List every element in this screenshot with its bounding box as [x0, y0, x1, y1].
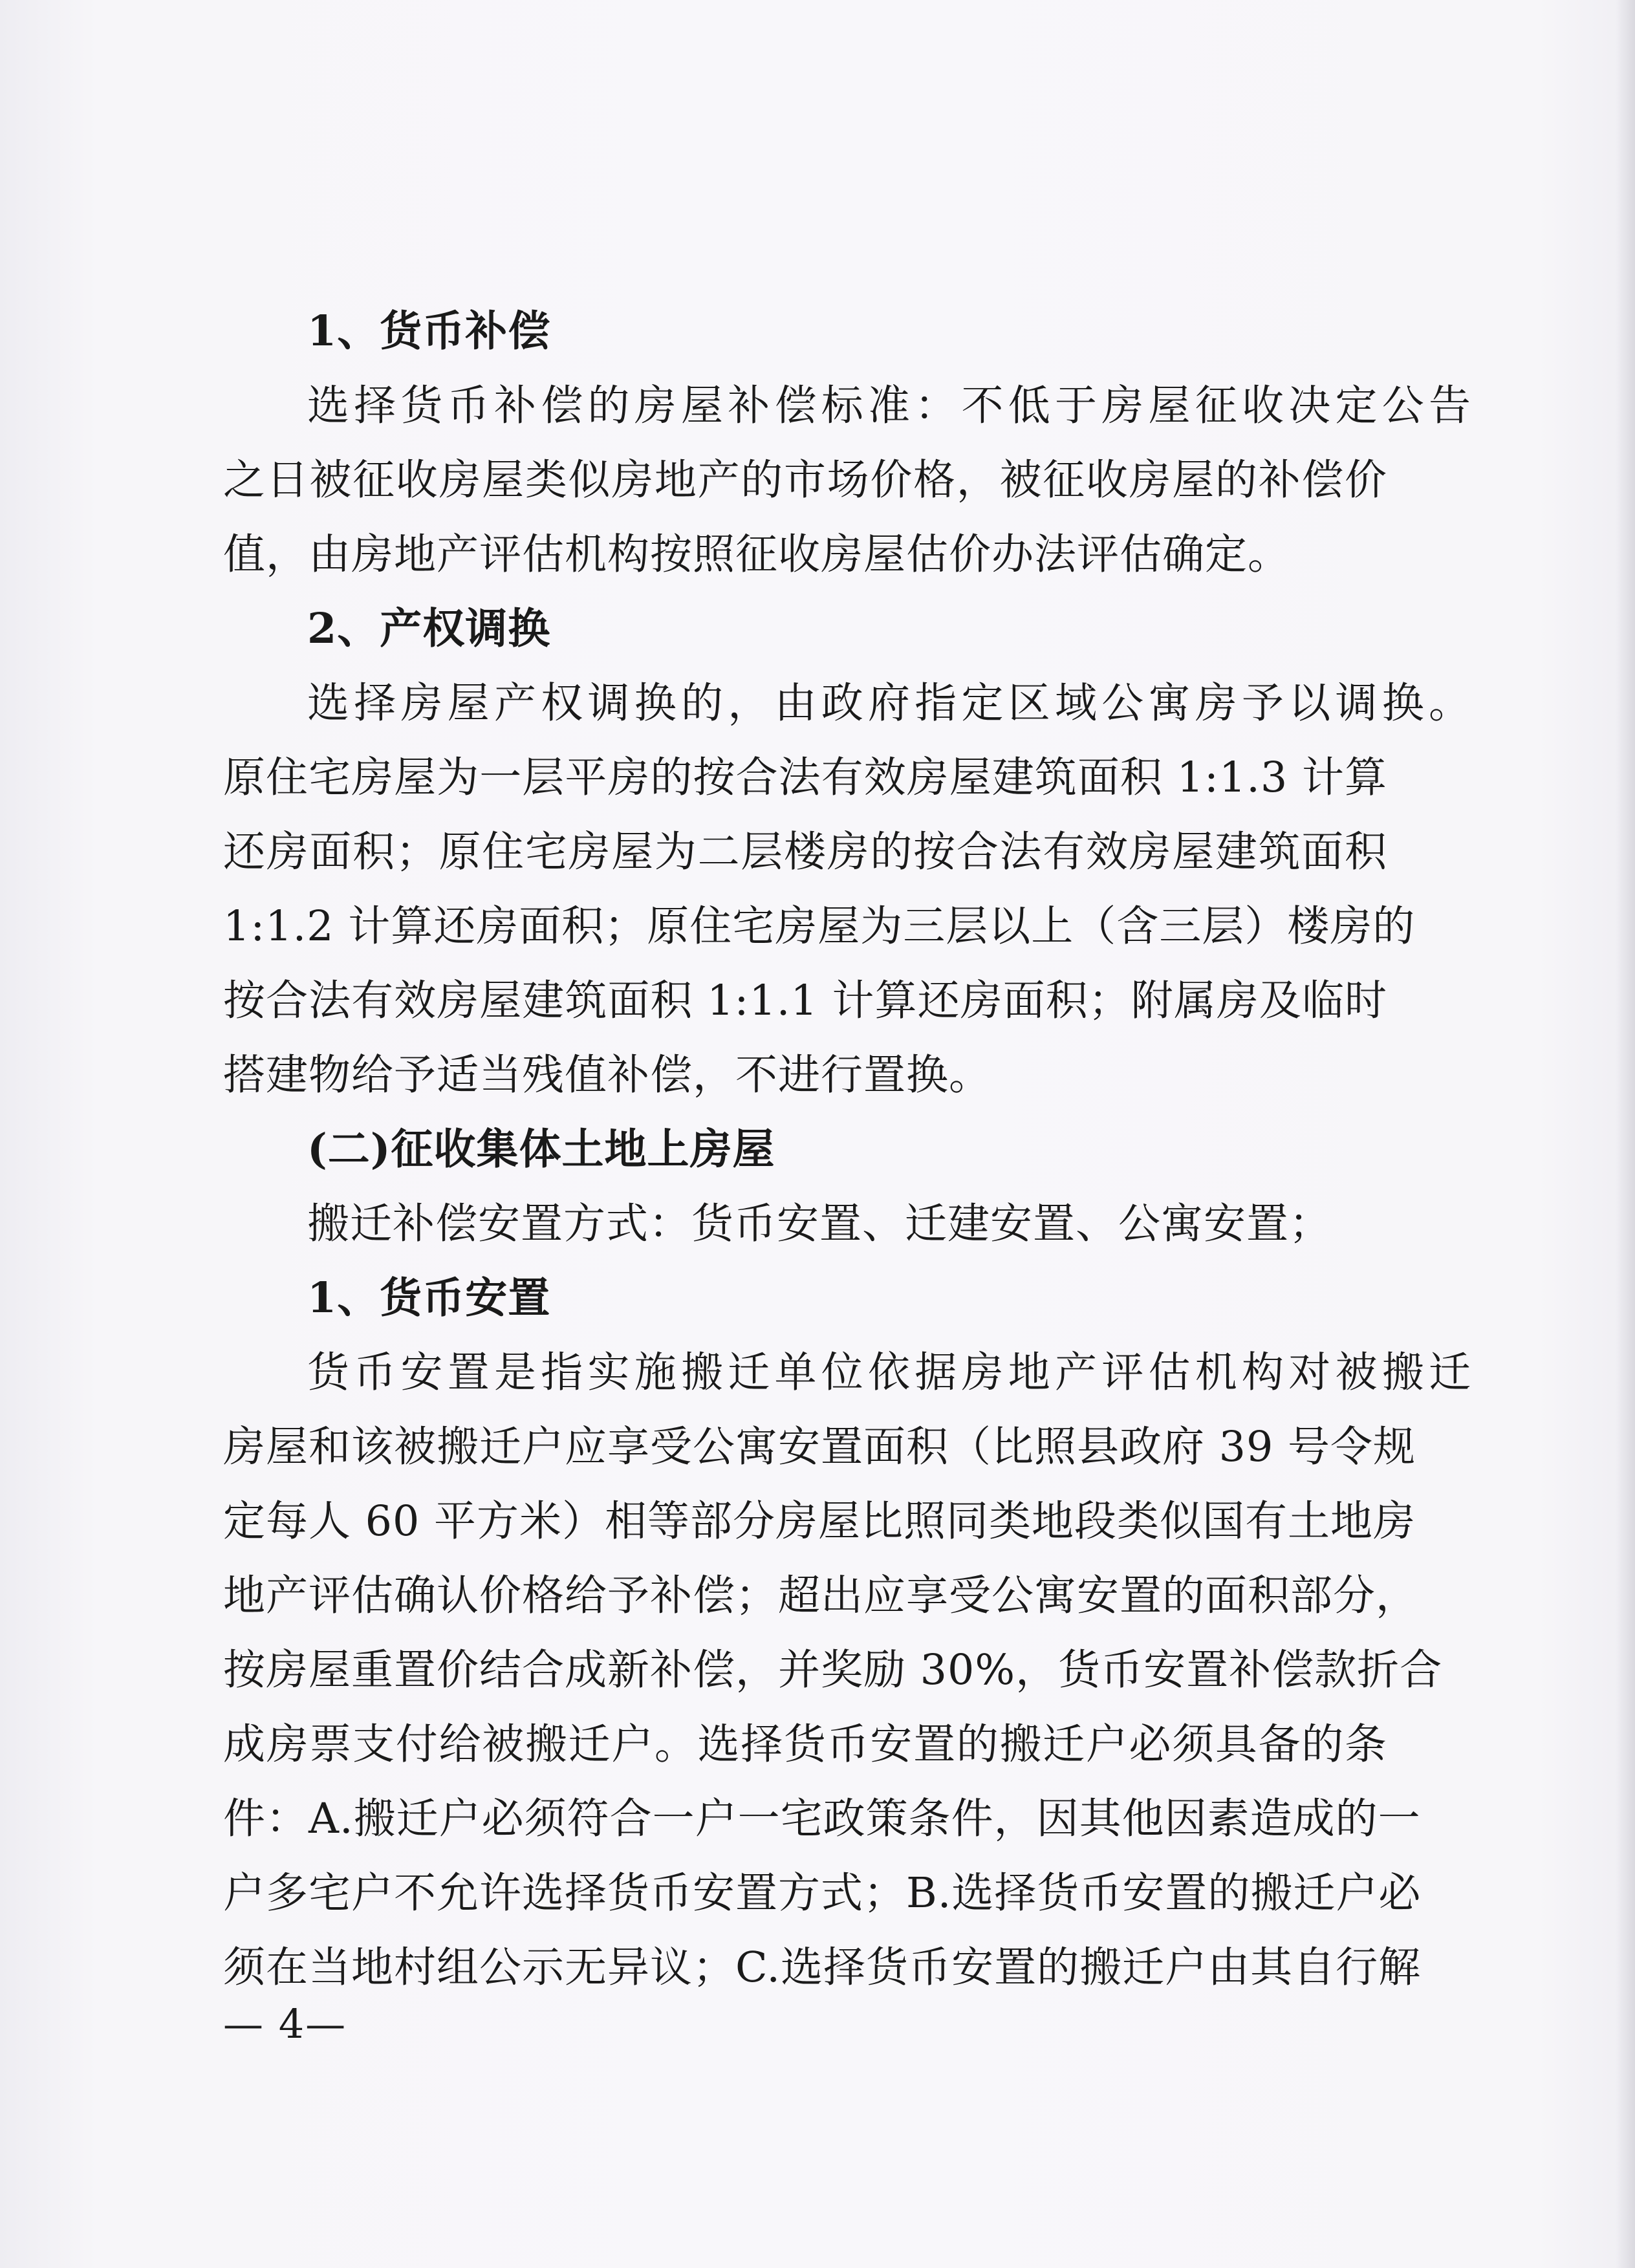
heading-property-exchange: 2、产权调换 — [307, 604, 551, 653]
paragraph-line: 按房屋重置价结合成新补偿，并奖励 30%，货币安置补偿款折合 — [223, 1646, 1443, 1694]
paragraph-line: 成房票支付给被搬迁户。选择货币安置的搬迁户必须具备的条 — [223, 1720, 1387, 1769]
paragraph-line: 搬迁补偿安置方式：货币安置、迁建安置、公寓安置； — [307, 1200, 1332, 1248]
page-number: — 4— — [223, 2000, 347, 2047]
page-edge-shadow — [1616, 0, 1635, 2268]
paragraph-line: 货币安置是指实施搬迁单位依据房地产评估机构对被搬迁 — [307, 1348, 1471, 1397]
paragraph-line: 选择房屋产权调换的，由政府指定区域公寓房予以调换。 — [307, 679, 1471, 728]
heading-monetary-compensation: 1、货币补偿 — [307, 307, 551, 356]
paragraph-line: 选择货币补偿的房屋补偿标准：不低于房屋征收决定公告 — [307, 382, 1471, 430]
paragraph-line: 1:1.2 计算还房面积；原住宅房屋为三层以上（含三层）楼房的 — [223, 902, 1416, 951]
paragraph-line: 之日被征收房屋类似房地产的市场价格，被征收房屋的补偿价 — [223, 456, 1387, 504]
paragraph-line: 定每人 60 平方米）相等部分房屋比照同类地段类似国有土地房 — [223, 1497, 1416, 1546]
paragraph-line: 原住宅房屋为一层平房的按合法有效房屋建筑面积 1:1.3 计算 — [223, 753, 1387, 802]
paragraph-line: 搭建物给予适当残值补偿，不进行置换。 — [223, 1051, 992, 1099]
paragraph-line: 地产评估确认价格给予补偿；超出应享受公寓安置的面积部分， — [223, 1571, 1419, 1620]
paragraph-line: 值，由房地产评估机构按照征收房屋估价办法评估确定。 — [223, 530, 1291, 579]
paragraph-line: 还房面积；原住宅房屋为二层楼房的按合法有效房屋建筑面积 — [223, 828, 1387, 876]
paragraph-line: 按合法有效房屋建筑面积 1:1.1 计算还房面积；附属房及临时 — [223, 977, 1387, 1025]
heading-collective-land-houses: (二)征收集体土地上房屋 — [307, 1125, 775, 1174]
heading-monetary-resettlement: 1、货币安置 — [307, 1273, 551, 1323]
paragraph-line: 须在当地村组公示无异议；C.选择货币安置的搬迁户由其自行解 — [223, 1943, 1422, 1992]
paragraph-line: 户多宅户不允许选择货币安置方式；B.选择货币安置的搬迁户必 — [223, 1869, 1422, 1917]
paragraph-line: 件：A.搬迁户必须符合一户一宅政策条件，因其他因素造成的一 — [223, 1795, 1421, 1843]
document-body — [223, 294, 1471, 2005]
paragraph-line: 房屋和该被搬迁户应享受公寓安置面积（比照县政府 39 号令规 — [223, 1423, 1416, 1471]
